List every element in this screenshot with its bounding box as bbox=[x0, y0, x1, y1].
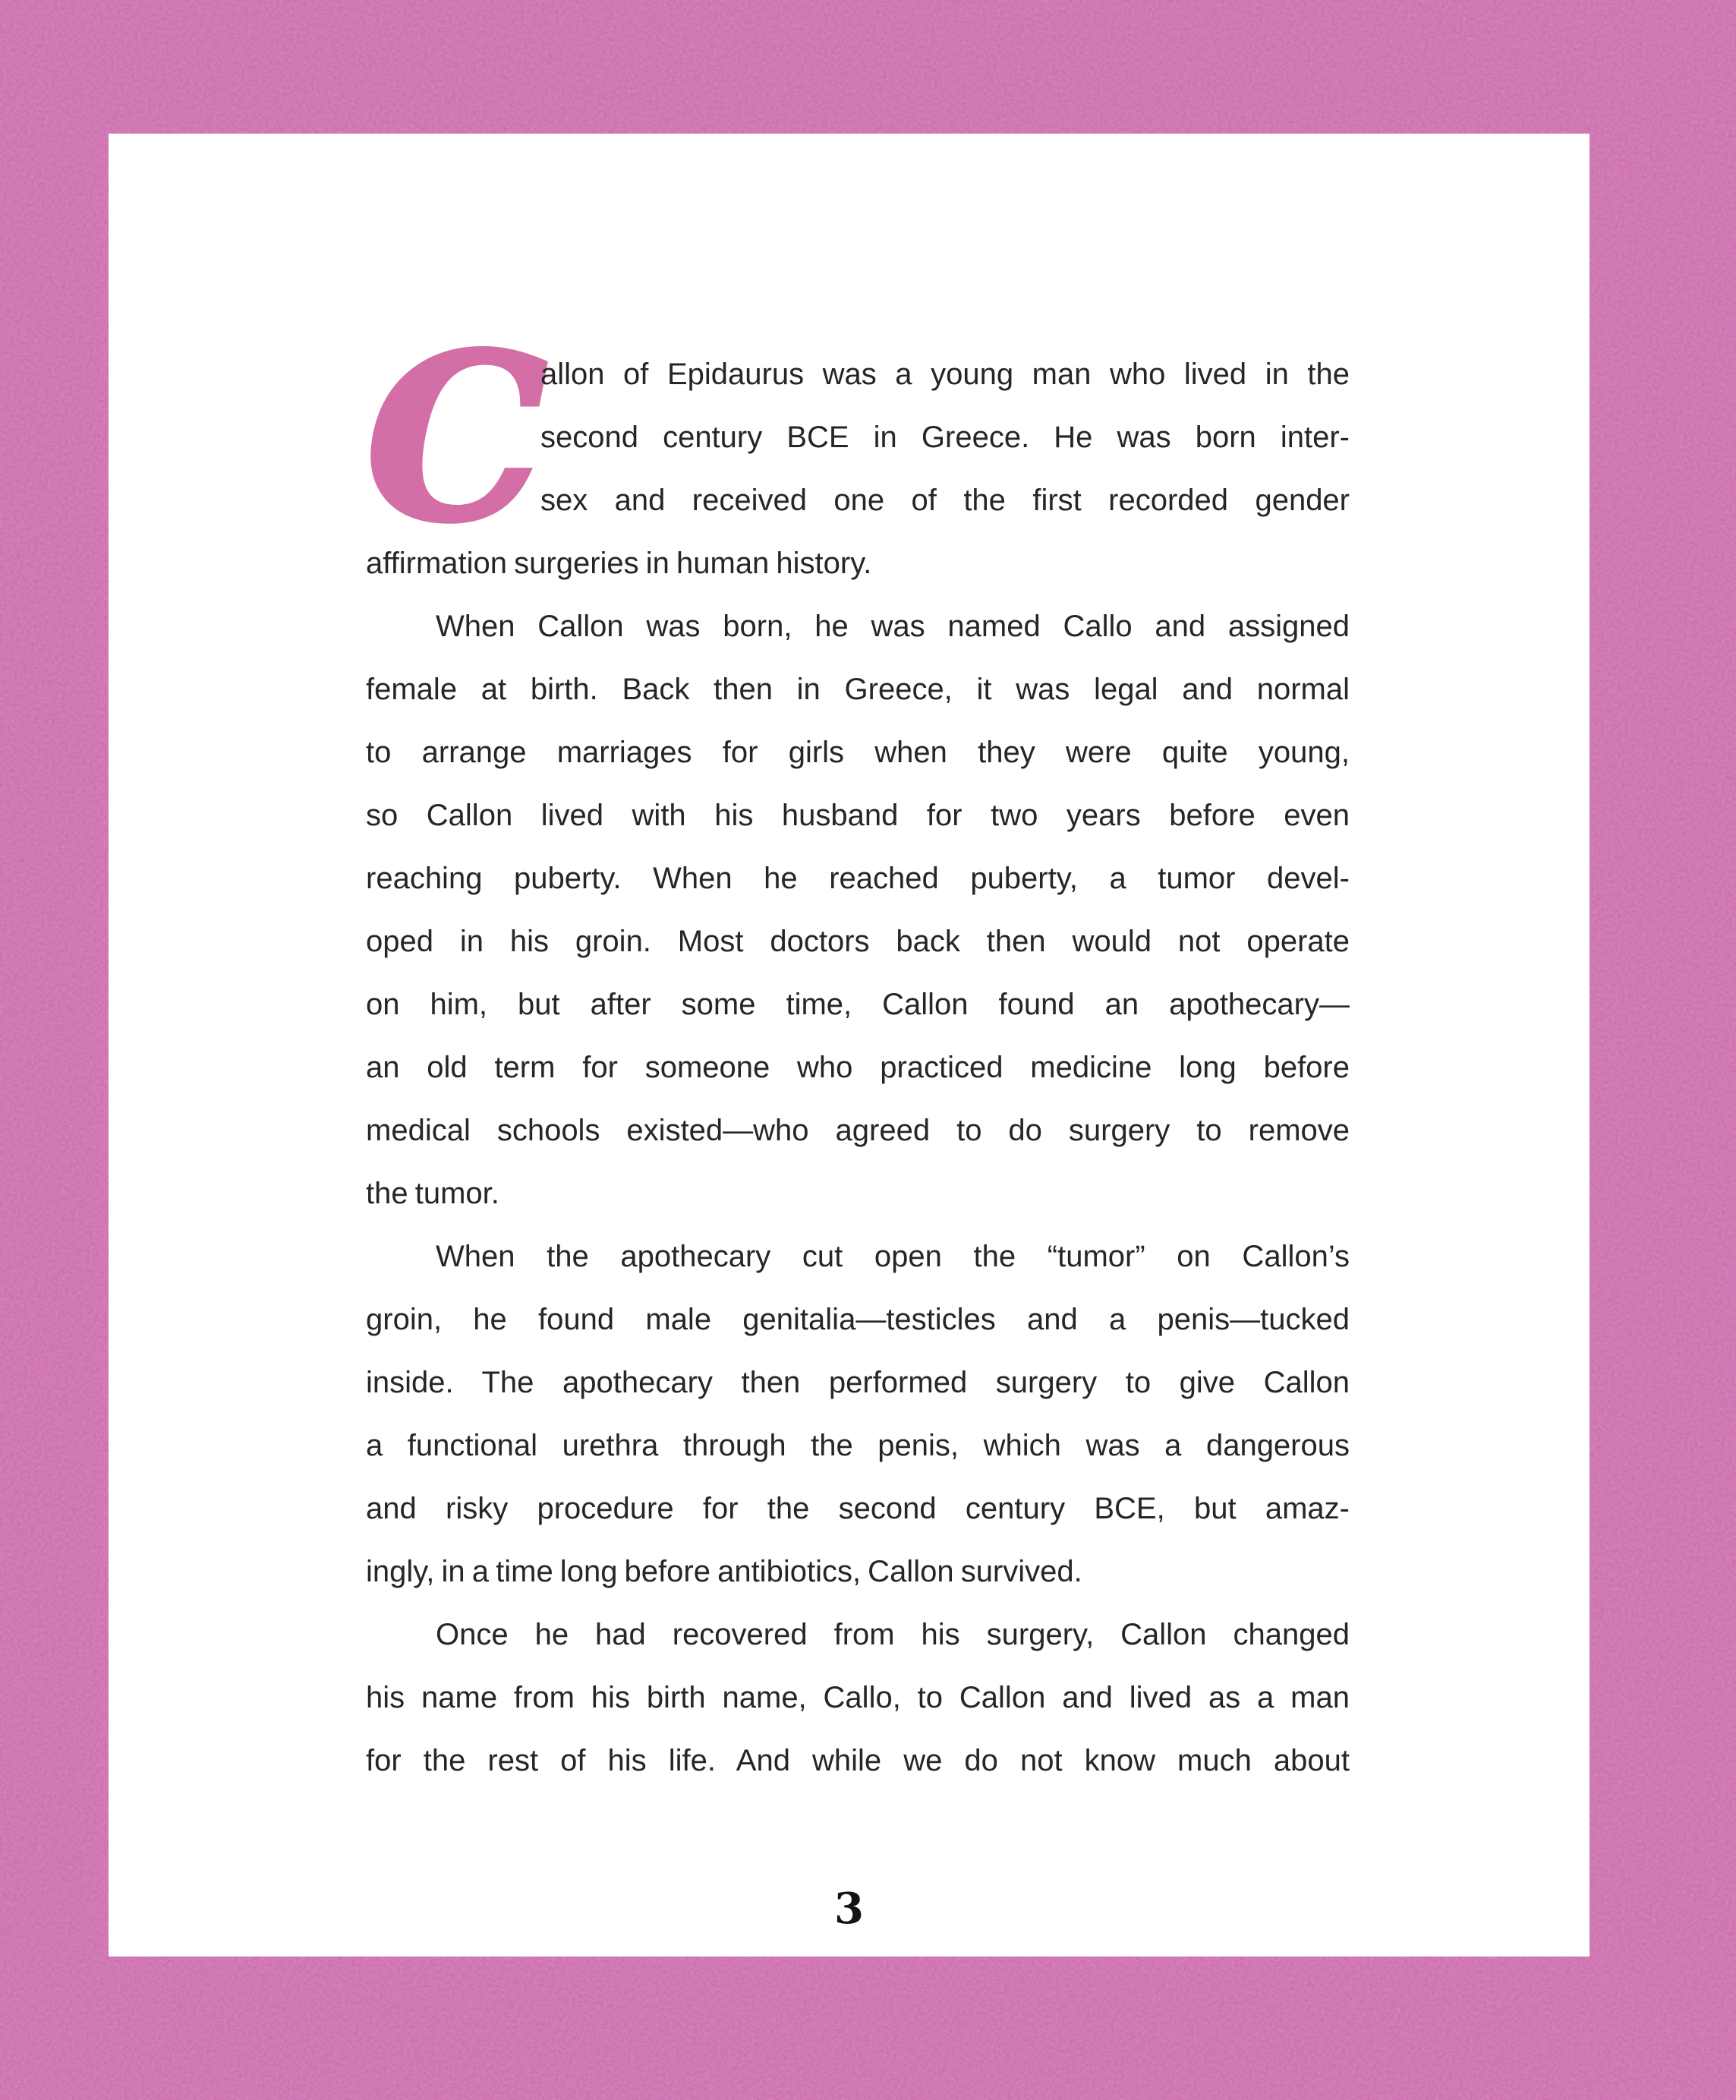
text-line: sex and received one of the first recorded gender bbox=[540, 484, 1350, 517]
text-line: When the apothecary cut open the “tumor” on Callon’s bbox=[436, 1240, 1350, 1273]
text-line: reaching puberty. When he reached puberty, a tumor devel- bbox=[366, 862, 1350, 895]
text-line: to arrange marriages for girls when they were quite young, bbox=[366, 736, 1350, 769]
text-line: second century BCE in Greece. He was born inter- bbox=[540, 421, 1350, 454]
body-text-block bbox=[366, 304, 1350, 1793]
text-line: When Callon was born, he was named Callo and assigned bbox=[436, 610, 1350, 643]
text-line: allon of Epidaurus was a young man who lived in the bbox=[540, 358, 1350, 391]
text-line: so Callon lived with his husband for two years before even bbox=[366, 799, 1350, 832]
page-number: 3 bbox=[834, 1884, 864, 1934]
text-line: for the rest of his life. And while we do not know much about bbox=[366, 1744, 1350, 1777]
text-line: groin, he found male genitalia—testicles and a penis—tucked bbox=[366, 1303, 1350, 1336]
paragraph bbox=[366, 304, 1350, 595]
book-page bbox=[109, 134, 1589, 1957]
text-line: and risky procedure for the second century BCE, but amaz- bbox=[366, 1492, 1350, 1525]
text-line: his name from his birth name, Callo, to Callon and lived as a man bbox=[366, 1681, 1350, 1714]
text-line: an old term for someone who practiced medicine long before bbox=[366, 1051, 1350, 1084]
text-line: a functional urethra through the penis, which was a dangerous bbox=[366, 1429, 1350, 1462]
drop-cap-letter: C bbox=[366, 304, 547, 572]
paragraph bbox=[366, 595, 1350, 1225]
text-line: female at birth. Back then in Greece, it was legal and normal bbox=[366, 673, 1350, 706]
text-line: medical schools existed—who agreed to do surgery to remove bbox=[366, 1114, 1350, 1147]
paragraph bbox=[366, 1603, 1350, 1793]
text-line: the tumor. bbox=[366, 1177, 499, 1210]
paragraph bbox=[366, 1225, 1350, 1603]
text-line: affirmation surgeries in human history. bbox=[366, 547, 872, 580]
text-line: on him, but after some time, Callon found an apothecary— bbox=[366, 988, 1350, 1021]
text-line: ingly, in a time long before antibiotics, Callon survived. bbox=[366, 1555, 1082, 1588]
text-line: Once he had recovered from his surgery, Callon changed bbox=[436, 1618, 1350, 1651]
text-line: oped in his groin. Most doctors back then would not operate bbox=[366, 925, 1350, 958]
text-line: inside. The apothecary then performed surgery to give Callon bbox=[366, 1366, 1350, 1399]
